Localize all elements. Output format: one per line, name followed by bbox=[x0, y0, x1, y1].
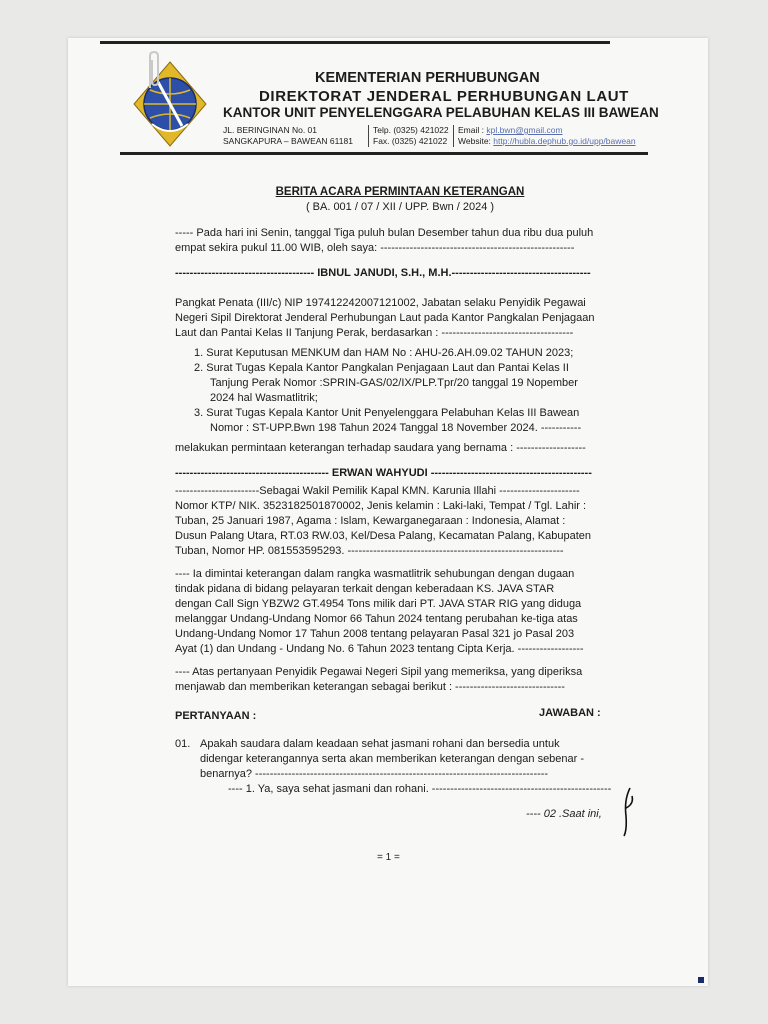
list-item: Nomor : ST-UPP.Bwn 198 Tahun 2024 Tanggal 18 November 2024. ----------- bbox=[210, 422, 582, 434]
list-item: 2024 hal Wasmatlitrik; bbox=[210, 392, 318, 404]
list-item: 2. Surat Tugas Kepala Kantor Pangkalan Penjagaan Laut dan Pantai Kelas II bbox=[194, 362, 569, 374]
paragraph-identity: Tuban, 25 Januari 1987, Agama : Islam, Kewarganegaraan : Indonesia, Alamat : bbox=[175, 515, 566, 527]
paragraph-rank: Negeri Sipil Direktorat Jenderal Perhubungan Laut pada Kantor Pangkalan Penjagaan bbox=[175, 312, 595, 324]
question-heading: PERTANYAAN : bbox=[175, 710, 257, 722]
paragraph-opening: ----- Pada hari ini Senin, tanggal Tiga puluh bulan Desember tahun dua ribu dua puluh bbox=[175, 227, 594, 239]
question-text: benarnya? -------------------------------------------------------------------------------- bbox=[200, 768, 549, 780]
continuation-marker: ---- 02 .Saat ini, bbox=[526, 808, 602, 820]
paraf-signature bbox=[618, 786, 640, 838]
paragraph-rank: Laut dan Pantai Kelas II Tanjung Perak, berdasarkan : ------------------------------------ bbox=[175, 327, 574, 339]
answer-heading: JAWABAN : bbox=[539, 707, 601, 719]
paragraph-allegation: melanggar Undang-Undang Nomor 66 Tahun 2024 tentang perubahan ke-tiga atas bbox=[175, 613, 578, 625]
office-contacts: Email : kpl.bwn@gmail.com Website: http://hubla.dephub.go.id/upp/bawean bbox=[453, 125, 636, 147]
paragraph-allegation: Undang-Undang Nomor 17 Tahun 2008 tentang pelayaran Pasal 321 jo Pasal 203 bbox=[175, 628, 575, 640]
website-link[interactable]: http://hubla.dephub.go.id/upp/bawean bbox=[493, 136, 636, 146]
email-link[interactable]: kpl.bwn@gmail.com bbox=[486, 125, 563, 135]
office-address: JL. BERINGINAN No. 01 SANGKAPURA – BAWEAN 61181 bbox=[223, 125, 353, 146]
document-title: BERITA ACARA PERMINTAAN KETERANGAN bbox=[275, 186, 525, 198]
paragraph-identity: Tuban, Nomor HP. 081553595293. ----------------------------------------------------------- bbox=[175, 545, 564, 557]
paper-clip-icon bbox=[140, 50, 168, 90]
header-rule-top bbox=[100, 41, 610, 44]
scan-mark bbox=[698, 977, 704, 983]
paragraph-opening: empat sekira pukul 11.00 WIB, oleh saya: ----------------------------------------------------- bbox=[175, 242, 575, 254]
office-name: KANTOR UNIT PENYELENGGARA PELABUHAN KELAS III BAWEAN bbox=[223, 105, 659, 120]
witness-name: ------------------------------------------ ERWAN WAHYUDI -------------------------------------------- bbox=[175, 467, 592, 479]
paragraph-allegation: ---- Ia dimintai keterangan dalam rangka wasmatlitrik sehubungan dengan dugaan bbox=[175, 568, 575, 580]
header-rule-bottom bbox=[120, 152, 648, 155]
paragraph-statement: ---- Atas pertanyaan Penyidik Pegawai Negeri Sipil yang memeriksa, yang diperiksa bbox=[175, 666, 583, 678]
paragraph-allegation: Ayat (1) dan Undang - Undang No. 6 Tahun 2023 tentang Cipta Kerja. ------------------ bbox=[175, 643, 584, 655]
paragraph-allegation: tindak pidana di bidang pelayaran terkait dengan keberadaan KS. JAVA STAR bbox=[175, 583, 555, 595]
list-item: 1. Surat Keputusan MENKUM dan HAM No : AHU-26.AH.09.02 TAHUN 2023; bbox=[194, 347, 574, 359]
list-item: Tanjung Perak Nomor :SPRIN-GAS/02/IX/PLP.Tpr/20 tanggal 19 Nopember bbox=[210, 377, 578, 389]
paragraph-request: melakukan permintaan keterangan terhadap saudara yang bernama : ------------------- bbox=[175, 442, 586, 454]
investigator-name: -------------------------------------- IBNUL JANUDI, S.H., M.H.-------------------------------------- bbox=[175, 267, 591, 279]
office-phone-fax: Telp. (0325) 421022 Fax. (0325) 421022 bbox=[368, 125, 449, 147]
question-text: didengar keterangannya serta akan memberikan keterangan dengan sebenar - bbox=[200, 753, 585, 765]
page-number: = 1 = bbox=[377, 852, 400, 863]
paragraph-identity: -----------------------Sebagai Wakil Pemilik Kapal KMN. Karunia Illahi ---------------------- bbox=[175, 485, 580, 497]
list-item: 3. Surat Tugas Kepala Kantor Unit Penyelenggara Pelabuhan Kelas III Bawean bbox=[194, 407, 580, 419]
answer-text: ---- 1. Ya, saya sehat jasmani dan rohani. ------------------------------------------------- bbox=[228, 783, 612, 795]
paragraph-statement: menjawab dan memberikan keterangan sebagai berikut : ------------------------------ bbox=[175, 681, 565, 693]
paragraph-rank: Pangkat Penata (III/c) NIP 197412242007121002, Jabatan selaku Penyidik Pegawai bbox=[175, 297, 586, 309]
question-text: Apakah saudara dalam keadaan sehat jasmani rohani dan bersedia untuk bbox=[200, 738, 560, 750]
paragraph-identity: Dusun Palang Utara, RT.03 RW.03, Kel/Desa Palang, Kecamatan Palang, Kabupaten bbox=[175, 530, 592, 542]
directorate-name: DIREKTORAT JENDERAL PERHUBUNGAN LAUT bbox=[259, 88, 629, 105]
document-number: ( BA. 001 / 07 / XII / UPP. Bwn / 2024 ) bbox=[305, 201, 495, 213]
paragraph-allegation: dengan Call Sign YBZW2 GT.4954 Tons milik dari PT. JAVA STAR RIG yang diduga bbox=[175, 598, 582, 610]
paragraph-identity: Nomor KTP/ NIK. 3523182501870002, Jenis kelamin : Laki-laki, Tempat / Tgl. Lahir : bbox=[175, 500, 587, 512]
question-number: 01. bbox=[175, 738, 191, 750]
ministry-name: KEMENTERIAN PERHUBUNGAN bbox=[315, 70, 540, 86]
